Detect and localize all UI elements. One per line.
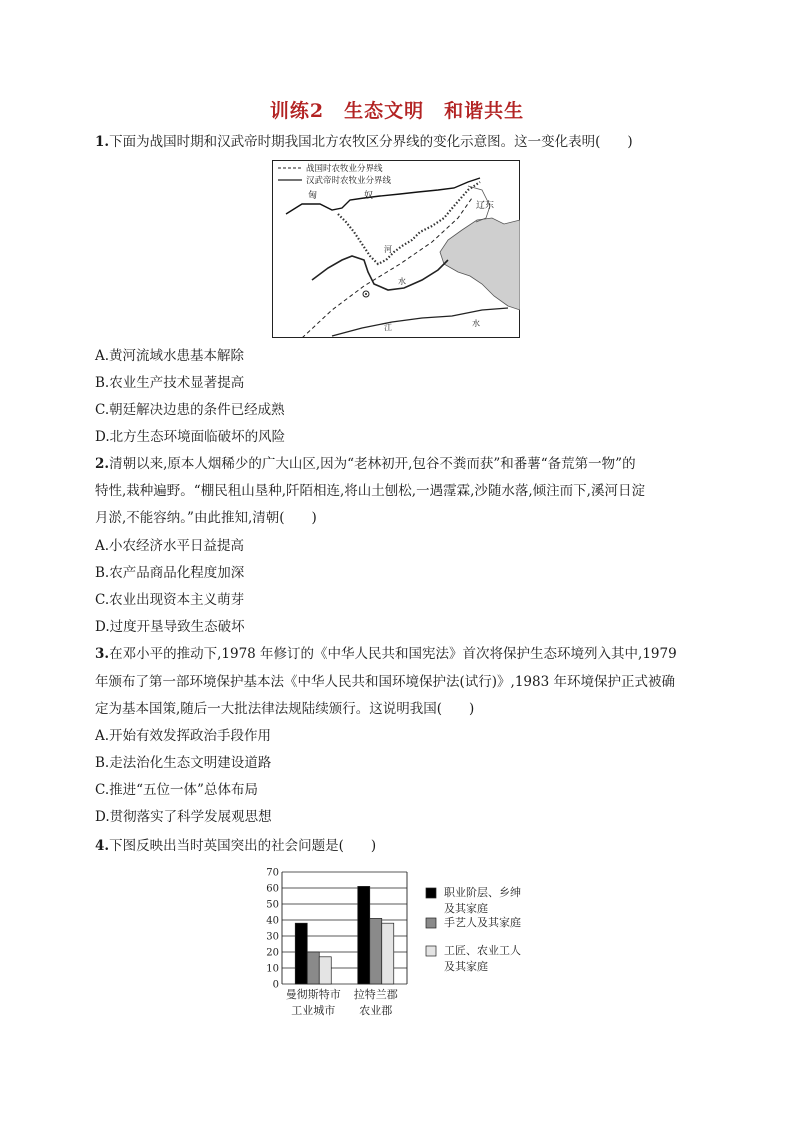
q1-map: [272, 160, 520, 338]
legend-label: 及其家庭: [444, 902, 488, 915]
y-tick-label: 40: [266, 915, 279, 927]
map-label-shui: 水: [398, 277, 406, 286]
x-category-sublabel: 工业城市: [291, 1004, 336, 1017]
legend-han: 汉武帝时农牧业分界线: [306, 176, 392, 186]
q4-stem-text: 下图反映出当时英国突出的社会问题是( ): [109, 838, 377, 854]
q2-line-1: [95, 454, 636, 474]
q3-option-c[interactable]: C.推进“五位一体”总体布局: [95, 782, 258, 798]
q1-option-a[interactable]: A.黄河流域水患基本解除: [95, 348, 245, 364]
y-tick-label: 70: [266, 867, 279, 879]
q3-line-2: 年颁布了第一部环境保护基本法《中华人民共和国环境保护法(试行)》,1983 年环境保护正式被确: [95, 674, 675, 690]
q3-line-1-text: 在邓小平的推动下,1978 年修订的《中华人民共和国宪法》首次将保护生态环境列入其中,1979: [109, 646, 677, 662]
q3-option-d[interactable]: D.贯彻落实了科学发展观思想: [95, 809, 272, 825]
q3-option-b[interactable]: B.走法治化生态文明建设道路: [95, 755, 272, 771]
bar: [307, 952, 319, 984]
x-category-label: 曼彻斯特市: [285, 988, 341, 1001]
legend-label: 职业阶层、乡绅: [444, 886, 521, 899]
q2-option-b[interactable]: B.农产品商品化程度加深: [95, 565, 245, 581]
q2-option-a[interactable]: A.小农经济水平日益提高: [95, 538, 245, 554]
q3-number: 3.: [95, 646, 110, 662]
q4-bar-chart: [252, 862, 542, 1022]
q2-number: 2.: [95, 456, 110, 472]
x-category-sublabel: 农业郡: [359, 1004, 393, 1017]
bar: [358, 886, 370, 984]
legend-swatch: [426, 888, 436, 898]
map-label-nu: 奴: [364, 191, 374, 201]
y-tick-label: 60: [266, 883, 279, 895]
q1-stem: [95, 132, 633, 152]
q3-line-3: 定为基本国策,随后一大批法律法规陆续颁行。这说明我国( ): [95, 701, 475, 717]
bar: [382, 923, 394, 984]
q4-number: 4.: [95, 838, 110, 854]
bar: [295, 923, 307, 984]
q3-line-1: [95, 644, 677, 664]
map-label-he: 河: [384, 245, 392, 254]
page-title: 训练2 生态文明 和谐共生: [269, 100, 525, 122]
y-tick-label: 50: [266, 899, 279, 911]
q2-line-1-text: 清朝以来,原本人烟稀少的广大山区,因为“老林初开,包谷不粪而获”和番薯“备荒第一物”的: [109, 456, 636, 472]
map-label-xiong: 匈: [308, 191, 318, 201]
y-tick-label: 10: [266, 963, 279, 975]
legend-swatch: [426, 946, 436, 956]
map-label-shui2: 水: [472, 319, 480, 328]
legend-label: 工匠、农业工人: [444, 944, 521, 957]
legend-swatch: [426, 918, 436, 928]
q2-option-c[interactable]: C.农业出现资本主义萌芽: [95, 592, 245, 608]
y-tick-label: 0: [272, 979, 279, 991]
q2-option-d[interactable]: D.过度开垦导致生态破坏: [95, 619, 245, 635]
legend-label: 及其家庭: [444, 960, 488, 973]
q2-line-3: 月淤,不能容纳。”由此推知,清朝( ): [95, 510, 317, 526]
y-tick-label: 20: [266, 947, 279, 959]
q1-option-c[interactable]: C.朝廷解决边患的条件已经成熟: [95, 402, 285, 418]
map-label-jiang: 江: [384, 323, 392, 332]
bar: [319, 957, 331, 984]
x-category-label: 拉特兰郡: [353, 988, 398, 1001]
q3-option-a[interactable]: A.开始有效发挥政治手段作用: [95, 728, 272, 744]
y-tick-label: 30: [266, 931, 279, 943]
q4-stem: [95, 836, 376, 856]
legend-warring: 战国时农牧业分界线: [306, 164, 383, 174]
q1-stem-text: 下面为战国时期和汉武帝时期我国北方农牧区分界线的变化示意图。这一变化表明( ): [109, 134, 633, 150]
q1-option-b[interactable]: B.农业生产技术显著提高: [95, 375, 245, 391]
q1-option-d[interactable]: D.北方生态环境面临破坏的风险: [95, 429, 286, 445]
map-label-liaodong: 辽东: [476, 201, 495, 211]
bar: [370, 918, 382, 984]
q2-line-2: 特性,栽种遍野。“棚民租山垦种,阡陌相连,将山土刨松,一遇霪霖,沙随水落,倾注而下,溪河日淀: [95, 483, 645, 499]
legend-label: 手艺人及其家庭: [444, 916, 521, 929]
q1-number: 1.: [95, 134, 110, 150]
